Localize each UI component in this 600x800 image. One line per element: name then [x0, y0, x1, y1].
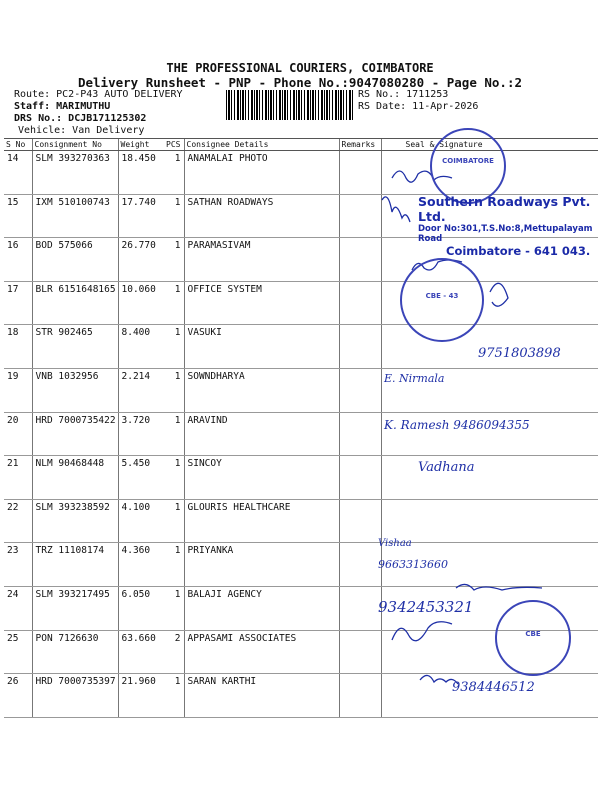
cell-sno: 14 [4, 151, 32, 195]
rs-date: RS Date: 11-Apr-2026 [358, 101, 479, 112]
handwritten-phone-row18: 9751803898 [478, 346, 561, 361]
signature-row24 [456, 584, 542, 590]
cell-consignee: OFFICE SYSTEM [184, 281, 339, 325]
cell-sno: 22 [4, 499, 32, 543]
rs-number: RS No.: 1711253 [358, 89, 449, 100]
cell-consignee: VASUKI [184, 325, 339, 369]
cell-sno: 17 [4, 281, 32, 325]
cell-consignment: SLM 393270363 [32, 151, 118, 195]
col-weight: Weight [118, 139, 164, 151]
cell-weight: 17.740 [118, 194, 164, 238]
cell-pcs: 1 [164, 325, 184, 369]
col-consignment: Consignment No [32, 139, 118, 151]
stamp-company-name: Southern Roadways Pvt. Ltd. [418, 194, 591, 224]
cell-sno: 15 [4, 194, 32, 238]
cell-pcs: 1 [164, 456, 184, 500]
cell-consignment: PON 7126630 [32, 630, 118, 674]
cell-consignment: HRD 7000735422 [32, 412, 118, 456]
cell-sno: 18 [4, 325, 32, 369]
cell-sno: 20 [4, 412, 32, 456]
cell-pcs: 1 [164, 194, 184, 238]
cell-weight: 4.100 [118, 499, 164, 543]
cell-consignee: PARAMASIVAM [184, 238, 339, 282]
cell-consignee: GLOURIS HEALTHCARE [184, 499, 339, 543]
cell-consignment: BOD 575066 [32, 238, 118, 282]
cell-pcs: 1 [164, 238, 184, 282]
company-stamp [418, 194, 600, 258]
col-remarks: Remarks [339, 139, 381, 151]
cell-consignee: BALAJI AGENCY [184, 586, 339, 630]
cell-sno: 24 [4, 586, 32, 630]
cell-consignee: SARAN KARTHI [184, 674, 339, 718]
cell-pcs: 1 [164, 368, 184, 412]
seal-stamp-mid: CBE - 43 [400, 258, 484, 342]
cell-pcs: 1 [164, 586, 184, 630]
signature-row26 [420, 675, 458, 684]
staff-label: Staff: MARIMUTHU [14, 101, 111, 112]
cell-pcs: 2 [164, 630, 184, 674]
signature-row15 [382, 197, 410, 222]
cell-consignment: IXM 510100743 [32, 194, 118, 238]
cell-pcs: 1 [164, 412, 184, 456]
company-title: THE PROFESSIONAL COURIERS, COIMBATORE [166, 61, 434, 75]
cell-consignment: TRZ 11108174 [32, 543, 118, 587]
cell-weight: 4.360 [118, 543, 164, 587]
seal-stamp-top: COIMBATORE [430, 128, 506, 204]
cell-consignment: SLM 393238592 [32, 499, 118, 543]
handwritten-name-row23: Vishaa [378, 538, 412, 549]
handwritten-phone-row24: 9342453321 [378, 598, 474, 616]
signature-row25 [392, 622, 452, 641]
cell-consignee: ANAMALAI PHOTO [184, 151, 339, 195]
cell-consignment: BLR 6151648165 [32, 281, 118, 325]
cell-pcs: 1 [164, 281, 184, 325]
cell-weight: 2.214 [118, 368, 164, 412]
cell-consignee: SOWNDHARYA [184, 368, 339, 412]
cell-pcs: 1 [164, 499, 184, 543]
cell-consignment: NLM 90468448 [32, 456, 118, 500]
col-seal-signature: Seal & Signature [381, 139, 598, 151]
cell-weight: 5.450 [118, 456, 164, 500]
stamp-company-city: Coimbatore - 641 043. [446, 244, 591, 258]
cell-consignee: SATHAN ROADWAYS [184, 194, 339, 238]
cell-weight: 6.050 [118, 586, 164, 630]
runsheet-title: Delivery Runsheet - PNP - Phone No.:9047080280 - Page No.:2 [77, 75, 522, 90]
cell-weight: 10.060 [118, 281, 164, 325]
cell-weight: 18.450 [118, 151, 164, 195]
cell-weight: 8.400 [118, 325, 164, 369]
handwritten-name-row20: K. Ramesh 9486094355 [384, 418, 530, 432]
signature-row17 [490, 283, 508, 306]
cell-consignment: STR 902465 [32, 325, 118, 369]
cell-pcs: 1 [164, 674, 184, 718]
cell-consignee: APPASAMI ASSOCIATES [184, 630, 339, 674]
cell-consignee: PRIYANKA [184, 543, 339, 587]
cell-weight: 26.770 [118, 238, 164, 282]
col-pcs: PCS [164, 139, 184, 151]
cell-consignment: HRD 7000735397 [32, 674, 118, 718]
cell-sno: 16 [4, 238, 32, 282]
cell-sno: 19 [4, 368, 32, 412]
cell-weight: 63.660 [118, 630, 164, 674]
route-label: Route: PC2-P43 AUTO DELIVERY [14, 89, 183, 100]
col-consignee: Consignee Details [184, 139, 339, 151]
stamp-company-address: Door No:301,T.S.No:8,Mettupalayam Road [418, 224, 593, 244]
cell-pcs: 1 [164, 543, 184, 587]
col-sno: S No [4, 139, 32, 151]
cell-consignment: VNB 1032956 [32, 368, 118, 412]
seal-stamp-low: CBE [495, 600, 571, 676]
cell-consignee: ARAVIND [184, 412, 339, 456]
cell-sno: 26 [4, 674, 32, 718]
cell-consignment: SLM 393217495 [32, 586, 118, 630]
drs-number: DRS No.: DCJB171125302 [14, 113, 147, 124]
handwritten-phone-row26: 9384446512 [452, 680, 535, 695]
cell-sno: 25 [4, 630, 32, 674]
cell-sno: 23 [4, 543, 32, 587]
handwritten-name-row21: Vadhana [418, 460, 475, 475]
cell-weight: 21.960 [118, 674, 164, 718]
cell-pcs: 1 [164, 151, 184, 195]
cell-consignee: SINCOY [184, 456, 339, 500]
handwritten-name-row19: E. Nirmala [384, 372, 445, 385]
vehicle-label: Vehicle: Van Delivery [18, 125, 145, 136]
cell-weight: 3.720 [118, 412, 164, 456]
handwritten-phone-row23: 9663313660 [378, 558, 448, 571]
cell-sno: 21 [4, 456, 32, 500]
